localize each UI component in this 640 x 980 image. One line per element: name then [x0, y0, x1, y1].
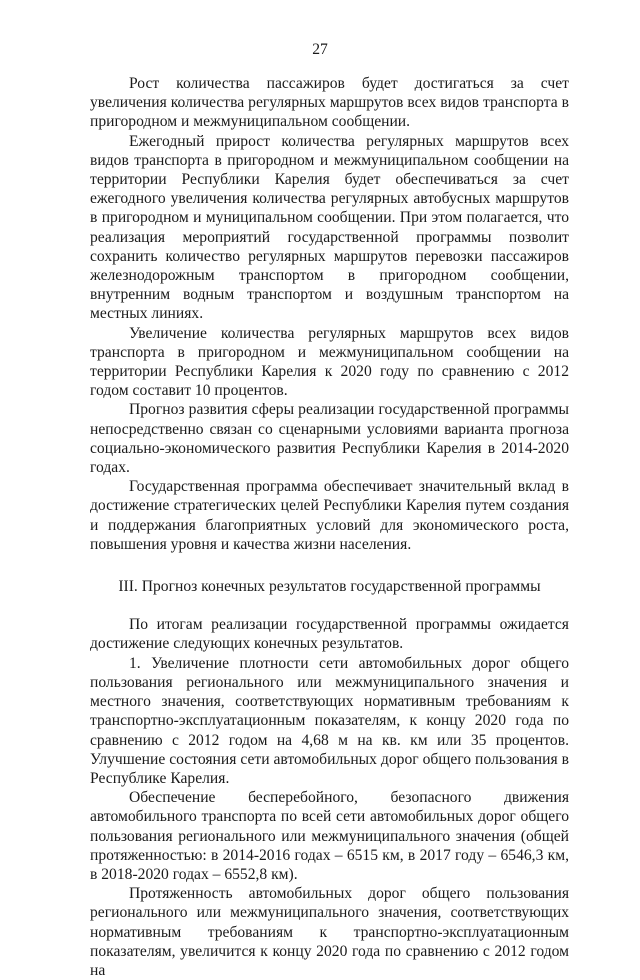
section-heading: III. Прогноз конечных результатов государственной программы [118, 578, 541, 596]
spacer [90, 596, 569, 615]
paragraph-traffic-safety: Обеспечение бесперебойного, безопасного движения автомобильного транспорта по всей сети автомобильных дорог общего пользования регионального или межмуниципального значения (общей протяженностью: в 2014-2016 годах – 6515 км, в 2017 году – 6546,3 км, в 2018-2020 годах – 6552,8 км). [90, 789, 569, 883]
paragraph-annual-route-growth: Ежегодный прирост количества регулярных маршрутов всех видов транспорта в пригородном и межмуниципальном сообщении на территории Республики Карелия будет обеспечиваться за счет ежегодного увеличения количества регулярных автобусных маршрутов в пригородном и муниципальном сообщении. При этом полагается, что реализация мероприятий государственной программы позволит сохранить количество регулярных маршрутов перевозки пассажиров железнодорожным транспортом в пригородном сообщении, внутренним водным транспортом и воздушным транспортом на местных линиях. [90, 132, 569, 323]
page-number: 27 [312, 41, 328, 58]
paragraph-route-increase-target: Увеличение количества регулярных маршрутов всех видов транспорта в пригородном и межмуниципальном сообщении на территории Республики Карелия к 2020 году по сравнению с 2012 годом составит 10 процентов. [90, 324, 569, 400]
page-body [90, 74, 569, 980]
paragraph-expected-results-intro: По итогам реализации государственной программы ожидается достижение следующих конечных результатов. [90, 616, 569, 653]
paragraph-road-density-result: 1. Увеличение плотности сети автомобильных дорог общего пользования регионального или межмуниципального значения и местного значения, соответствующих нормативным требованиям к транспортно-эксплуатационным показателям, к концу 2020 года по сравнению с 2012 годом на 4,68 м на кв. км или 35 процентов. Улучшение состояния сети автомобильных дорог общего пользования в Республике Карелия. [90, 654, 569, 787]
paragraph-development-forecast: Прогноз развития сферы реализации государственной программы непосредственно связан со сценарными условиями варианта прогноза социально-экономического развития Республики Карелия в 2014-2020 годах. [90, 401, 569, 477]
paragraph-road-length: Протяженность автомобильных дорог общего пользования регионального или межмуниципального значения, соответствующих нормативным требованиям к транспортно-эксплуатационным показателям, увеличится к концу 2020 года по сравнению с 2012 годом на [90, 885, 569, 979]
paragraph-passenger-growth: Рост количества пассажиров будет достигаться за счет увеличения количества регулярных маршрутов всех видов транспорта в пригородном и межмуниципальном сообщении. [90, 75, 569, 131]
spacer [90, 554, 569, 577]
paragraph-program-contribution: Государственная программа обеспечивает значительный вклад в достижение стратегических целей Республики Карелия путем создания и поддержания благоприятных условий для экономического роста, повышения уровня и качества жизни населения. [90, 478, 569, 553]
